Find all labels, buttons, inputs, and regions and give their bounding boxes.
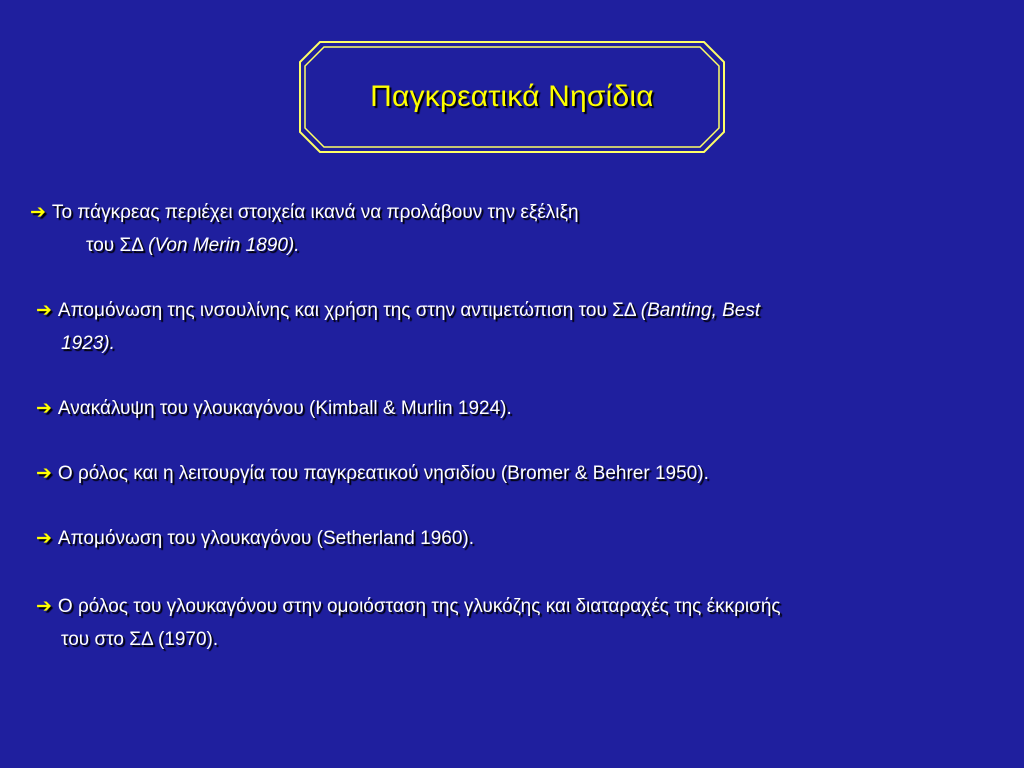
bullet-citation: 1923). (61, 333, 115, 354)
bullet-item (36, 392, 512, 425)
bullet-item (36, 294, 760, 360)
arrow-icon: ➔ (36, 397, 52, 419)
bullet-citation: (Banting, Best (640, 300, 761, 321)
bullet-item (36, 522, 474, 555)
bullet-item (36, 457, 709, 490)
arrow-icon: ➔ (36, 527, 52, 549)
bullet-citation: (Von Merin 1890). (148, 235, 300, 256)
slide-title: Παγκρεατικά Νησίδια (370, 80, 654, 113)
bullet-text: του στο ΣΔ (1970). (61, 629, 219, 650)
arrow-icon: ➔ (30, 201, 46, 223)
arrow-icon: ➔ (36, 595, 52, 617)
bullet-text: Απομόνωση της ινσουλίνης και χρήση της στην αντιμετώπιση του ΣΔ (57, 300, 641, 321)
arrow-icon: ➔ (36, 299, 52, 321)
bullet-item (30, 196, 579, 262)
bullet-text: Το πάγκρεας περιέχει στοιχεία ικανά να προλάβουν την εξέλιξη (51, 202, 579, 223)
bullet-text: Ανακάλυψη του γλουκαγόνου (Kimball & Murlin 1924). (57, 398, 512, 419)
bullet-text: Ο ρόλος και η λειτουργία του παγκρεατικού νησιδίου (Bromer & Behrer 1950). (57, 463, 709, 484)
arrow-icon: ➔ (36, 462, 52, 484)
bullet-text: Ο ρόλος του γλουκαγόνου στην ομοιόσταση της γλυκόζης και διαταραχές της έκκρισής (57, 596, 781, 617)
bullet-text: του ΣΔ (86, 235, 149, 256)
bullet-item (36, 590, 781, 656)
bullet-text: Απομόνωση του γλουκαγόνου (Setherland 1960). (57, 528, 475, 549)
